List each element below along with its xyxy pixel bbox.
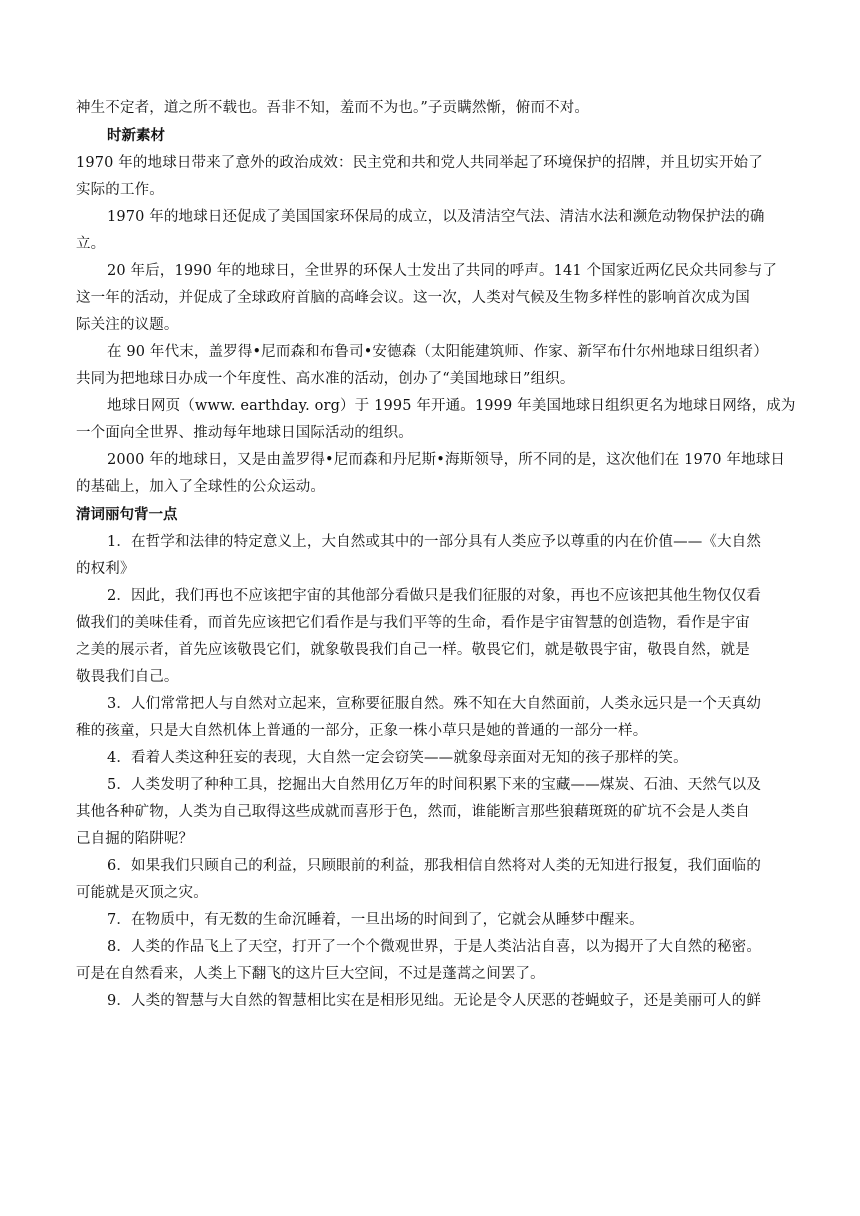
- paragraph-line: 1970 年的地球日带来了意外的政治成效：民主党和共和党人共同举起了环境保护的招牌，并且切实开始了: [76, 155, 763, 171]
- quote-line: 稚的孩童，只是大自然机体上普通的一部分，正象一株小草只是她的普通的一部分一样。: [76, 723, 648, 739]
- quote-line: 2．因此，我们再也不应该把宇宙的其他部分看做只是我们征服的对象，再也不应该把其他生物仅仅看: [107, 588, 761, 604]
- quote-line: 的权利》: [76, 561, 135, 577]
- quote-line: 其他各种矿物，人类为自己取得这些成就而喜形于色，然而，谁能断言那些狼藉斑斑的矿坑不会是人类自: [76, 804, 750, 820]
- paragraph-line: 际关注的议题。: [76, 317, 179, 333]
- document-page: [76, 95, 796, 1015]
- paragraph-line: 地球日网页（www. earthday. org）于 1995 年开通。1999 年美国地球日组织更名为地球日网络，成为: [107, 398, 796, 414]
- section-heading-current-material: 时新素材: [107, 128, 165, 144]
- quote-line: 8．人类的作品飞上了天空，打开了一个个微观世界，于是人类沾沾自喜，以为揭开了大自然的秘密。: [107, 939, 761, 955]
- quote-line: 1．在哲学和法律的特定意义上，大自然或其中的一部分具有人类应予以尊重的内在价值——《大自然: [107, 534, 761, 550]
- quote-line: 3．人们常常把人与自然对立起来，宣称要征服自然。殊不知在大自然面前，人类永远只是一个天真幼: [107, 696, 761, 712]
- section-heading-beautiful-sentences: 清词丽句背一点: [76, 507, 178, 523]
- quote-line: 6．如果我们只顾自己的利益，只顾眼前的利益，那我相信自然将对人类的无知进行报复，我们面临的: [107, 858, 761, 874]
- quote-line: 可能就是灭顶之灾。: [76, 885, 208, 901]
- paragraph-line: 这一年的活动，并促成了全球政府首脑的高峰会议。这一次，人类对气候及生物多样性的影响首次成为国: [76, 290, 750, 306]
- paragraph-line: 1970 年的地球日还促成了美国国家环保局的成立，以及清洁空气法、清洁水法和濒危动物保护法的确: [107, 209, 765, 225]
- quote-line: 5．人类发明了种种工具，挖掘出大自然用亿万年的时间积累下来的宝藏——煤炭、石油、天然气以及: [107, 777, 761, 793]
- quote-line: 4．看着人类这种狂妄的表现，大自然一定会窃笑——就象母亲面对无知的孩子那样的笑。: [107, 750, 688, 766]
- quote-line: 之美的展示者，首先应该敬畏它们，就象敬畏我们自己一样。敬畏它们，就是敬畏宇宙，敬畏自然，就是: [76, 642, 750, 658]
- quote-line: 7．在物质中，有无数的生命沉睡着，一旦出场的时间到了，它就会从睡梦中醒来。: [107, 912, 644, 928]
- quote-line: 敬畏我们自己。: [76, 669, 179, 685]
- paragraph-line: 20 年后，1990 年的地球日，全世界的环保人士发出了共同的呼声。141 个国家近两亿民众共同参与了: [107, 263, 778, 279]
- quote-line: 己自掘的陷阱呢？: [76, 831, 194, 847]
- paragraph-line: 在 90 年代末，盖罗得•尼而森和布鲁司•安德森（太阳能建筑师、作家、新罕布什尔州地球日组织者）: [107, 344, 768, 360]
- paragraph-line: 的基础上，加入了全球性的公众运动。: [76, 479, 326, 495]
- paragraph-line: 共同为把地球日办成一个年度性、高水准的活动，创办了“美国地球日”组织。: [76, 371, 575, 387]
- paragraph-line: 2000 年的地球日，又是由盖罗得•尼而森和丹尼斯•海斯领导，所不同的是，这次他们在 1970 年地球日: [107, 452, 786, 468]
- quote-line: 可是在自然看来，人类上下翻飞的这片巨大空间，不过是蓬蒿之间罢了。: [76, 966, 545, 982]
- paragraph-line: 一个面向全世界、推动每年地球日国际活动的组织。: [76, 425, 413, 441]
- intro-line: 神生不定者，道之所不载也。吾非不知，羞而不为也。”子贡瞒然惭，俯而不对。: [76, 100, 590, 116]
- paragraph-line: 实际的工作。: [76, 182, 164, 198]
- quote-line: 做我们的美味佳肴，而首先应该把它们看作是与我们平等的生命，看作是宇宙智慧的创造物，看作是宇宙: [76, 615, 750, 631]
- quote-line: 9．人类的智慧与大自然的智慧相比实在是相形见绌。无论是令人厌恶的苍蝇蚊子，还是美丽可人的鲜: [107, 993, 761, 1009]
- paragraph-line: 立。: [76, 236, 106, 252]
